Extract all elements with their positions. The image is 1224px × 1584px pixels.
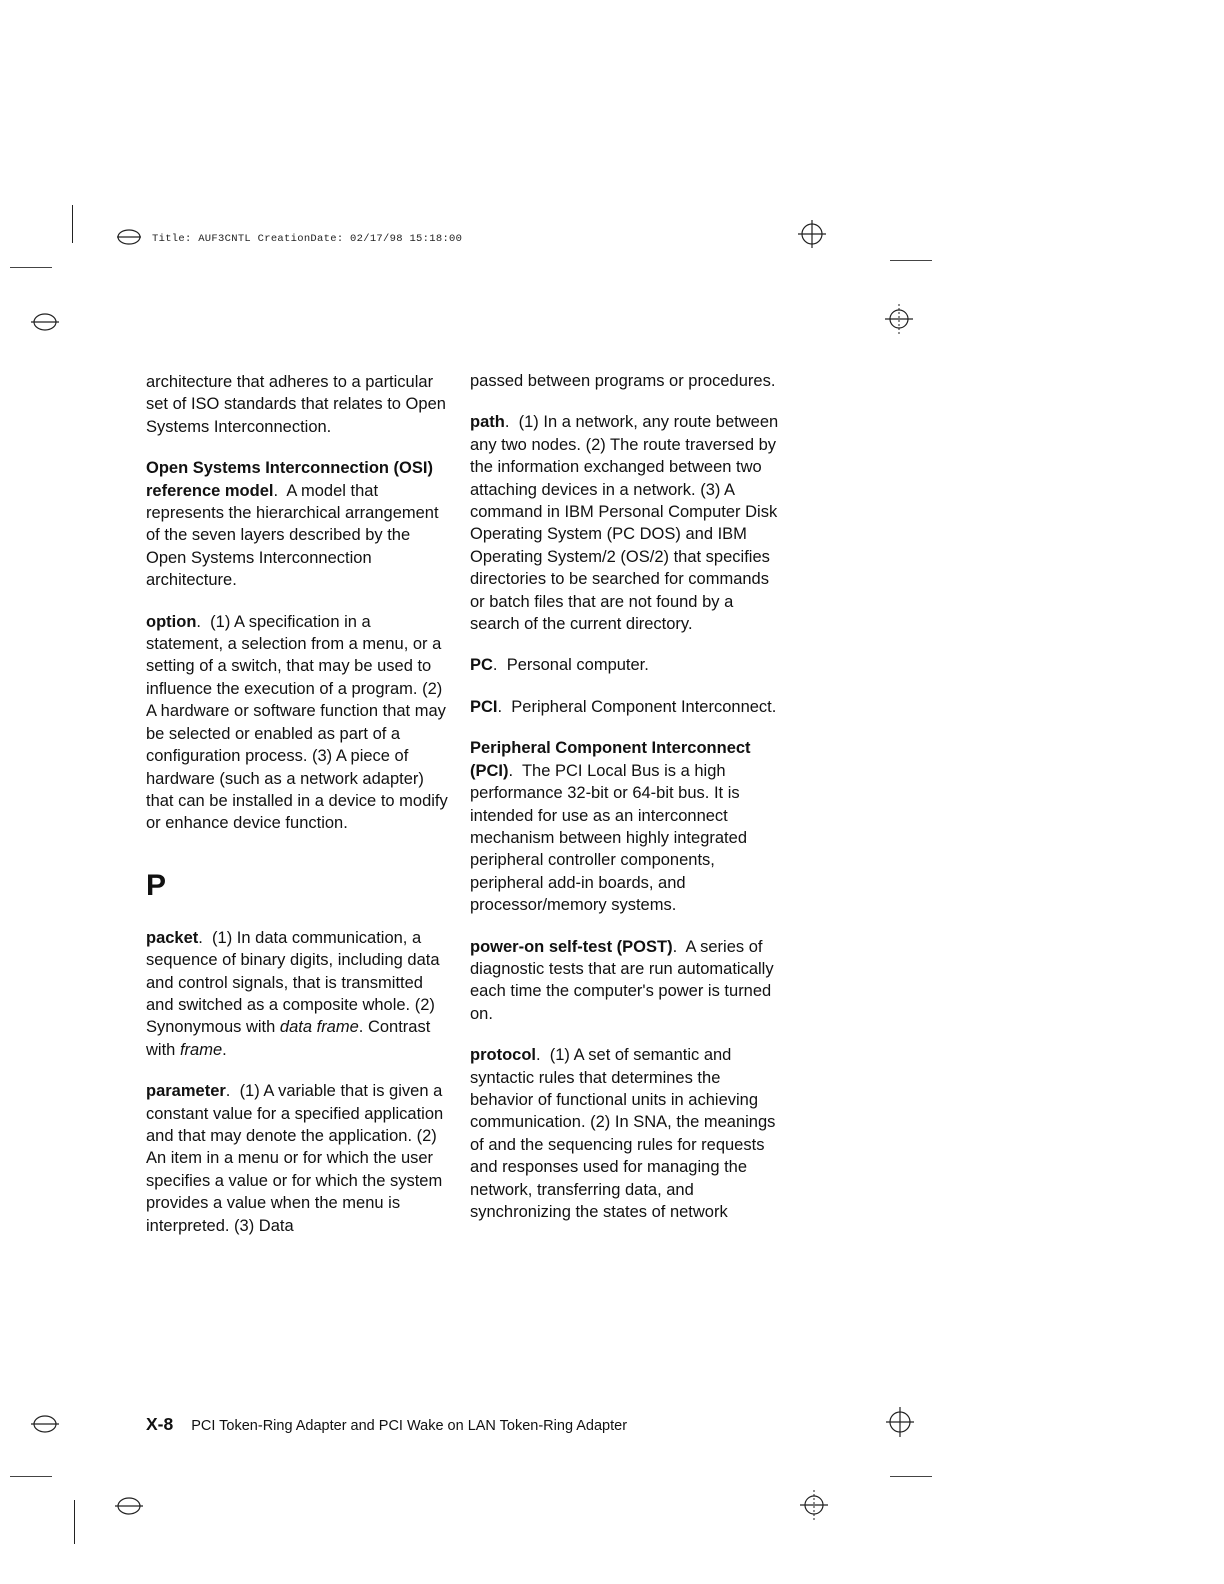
glossary-continuation: architecture that adheres to a particular set of ISO standards that relates to Open Systems Interconnection. xyxy=(146,373,446,436)
registration-mark-icon xyxy=(30,1413,60,1435)
glossary-term: Peripheral Component Interconnect (PCI) xyxy=(470,739,751,780)
glossary-definition: A model that represents the hierarchical arrangement of the seven layers described by the Open Systems Interconnection architecture. xyxy=(146,481,439,590)
glossary-entry-option: option. (1) A specification in a statement, a selection from a menu, or a setting of a switch, that may be used to influence the execution of a program. (2) A hardware or software function that may be selected or enabled as part of a configuration process. (3) A piece of hardware (such as a network adapter) that can be installed in a device to modify or enhance device function. xyxy=(146,612,448,833)
glossary-term: Open Systems Interconnection (OSI) reference model xyxy=(146,459,433,500)
section-letter: P xyxy=(146,868,167,902)
glossary-definition: (1) In data communication, a sequence of binary digits, including data and control signals, that is transmitted and switched as a composite whole. (2) Synonymous with xyxy=(146,928,440,1037)
glossary-entry-protocol: protocol. (1) A set of semantic and syntactic rules that determines the behavior of functional units in achieving communication. (2) In SNA, the meanings of and the sequencing rules for requests and responses used for managing the network, transferring data, and synchronizing the states of network xyxy=(470,1046,776,1221)
registration-mark-icon xyxy=(113,1495,145,1517)
glossary-left-column xyxy=(146,371,451,1256)
footer-title: PCI Token-Ring Adapter and PCI Wake on LAN Token-Ring Adapter xyxy=(191,1418,628,1434)
glossary-entry-post: power-on self-test (POST). A series of diagnostic tests that are run automatically each time the computer's power is turned on. xyxy=(470,937,774,1023)
registration-mark-icon xyxy=(796,218,828,250)
glossary-entry-parameter: parameter. (1) A variable that is given a constant value for a specified application and that may denote the application. (2) An item in a menu or for which the user specifies a value or for which the system provides a value when the menu is interpreted. (3) Data xyxy=(146,1082,444,1235)
glossary-term: option xyxy=(146,612,197,631)
glossary-definition: A series of diagnostic tests that are run automatically each time the computer's power is turned on. xyxy=(470,937,774,1023)
cross-reference: frame xyxy=(179,1040,223,1059)
glossary-definition: (1) In a network, any route between any two nodes. (2) The route traversed by the information exchanged between two attaching devices in a network. (3) A command in IBM Personal Computer Disk Operating System (PC DOS) and IBM Operating System/2 (OS/2) that specifies directories to be searched for commands or batch files that are not found by a search of the current directory. xyxy=(470,413,779,634)
glossary-definition: Personal computer. xyxy=(506,656,649,675)
glossary-term: path xyxy=(470,413,505,432)
glossary-term: protocol xyxy=(470,1046,536,1065)
glossary-term: power-on self-test (POST) xyxy=(470,937,673,956)
glossary-term: PC xyxy=(470,656,493,675)
page-number: X-8 xyxy=(146,1414,174,1434)
crop-mark-bottom-right-horizontal xyxy=(890,1476,932,1477)
glossary-definition: The PCI Local Bus is a high performance 32-bit or 64-bit bus. It is intended for use as an interconnect mechanism between highly integrated peripheral controller components, peripheral add-in boards, and processor/memory systems. xyxy=(470,761,747,915)
registration-mark-icon xyxy=(884,302,914,336)
glossary-term: PCI xyxy=(470,697,498,716)
registration-mark-icon xyxy=(884,1405,916,1439)
glossary-entry-osi-model: Open Systems Interconnection (OSI) reference model. A model that represents the hierarchical arrangement of the seven layers described by the Open Systems Interconnection architecture. xyxy=(146,459,439,590)
crop-mark-top-left-horizontal xyxy=(10,267,52,268)
glossary-definition: (1) A variable that is given a constant value for a specified application and that may denote the application. (2) An item in a menu or for which the user specifies a value or for which the system provides a value when the menu is interpreted. (3) Data xyxy=(146,1082,444,1235)
registration-mark-icon xyxy=(115,227,143,247)
glossary-definition: (1) A set of semantic and syntactic rules that determines the behavior of functional units in achieving communication. (2) In SNA, the meanings of and the sequencing rules for requests and responses used for managing the network, transferring data, and synchronizing the states of network xyxy=(470,1046,776,1221)
cross-reference: data frame xyxy=(279,1018,359,1037)
glossary-entry-path: path. (1) In a network, any route between any two nodes. (2) The route traversed by the information exchanged between two attaching devices in a network. (3) A command in IBM Personal Computer Disk Operating System (PC DOS) and IBM Operating System/2 (OS/2) that specifies directories to be searched for commands or batch files that are not found by a search of the current directory. xyxy=(470,413,779,634)
glossary-right-column xyxy=(470,370,780,1242)
glossary-definition: (1) A specification in a statement, a selection from a menu, or a setting of a switch, that may be used to influence the execution of a program. (2) A hardware or software function that may be selected or enabled as part of a configuration process. (3) A piece of hardware (such as a network adapter) that can be installed in a device to modify or enhance device function. xyxy=(146,612,448,833)
glossary-term: parameter xyxy=(146,1082,226,1101)
crop-mark-top-right-horizontal xyxy=(890,260,932,261)
registration-mark-icon xyxy=(30,311,60,333)
glossary-entry-peripheral-component-interconnect: Peripheral Component Interconnect (PCI). The PCI Local Bus is a high performance 32-bit or 64-bit bus. It is intended for use as an interconnect mechanism between highly integrated peripheral controller components, peripheral add-in boards, and processor/memory systems. xyxy=(470,739,751,915)
glossary-entry-pci: PCI. Peripheral Component Interconnect. xyxy=(470,697,777,716)
registration-mark-icon xyxy=(798,1488,830,1522)
glossary-continuation: passed between programs or procedures. xyxy=(470,372,776,390)
glossary-definition: Peripheral Component Interconnect. xyxy=(511,697,777,716)
glossary-entry-packet: packet. (1) In data communication, a sequence of binary digits, including data and control signals, that is transmitted and switched as a composite whole. (2) Synonymous with data frame. Contrast with frame. xyxy=(146,928,440,1059)
crop-mark-bottom-left-horizontal xyxy=(10,1476,52,1477)
print-header: Title: AUF3CNTL CreationDate: 02/17/98 15:18:00 xyxy=(152,233,463,245)
page-footer xyxy=(146,1414,627,1435)
glossary-entry-pc: PC. Personal computer. xyxy=(470,656,649,675)
crop-mark-top-left-vertical xyxy=(72,205,73,243)
crop-mark-bottom-left-vertical xyxy=(74,1500,75,1544)
glossary-term: packet xyxy=(146,928,199,947)
